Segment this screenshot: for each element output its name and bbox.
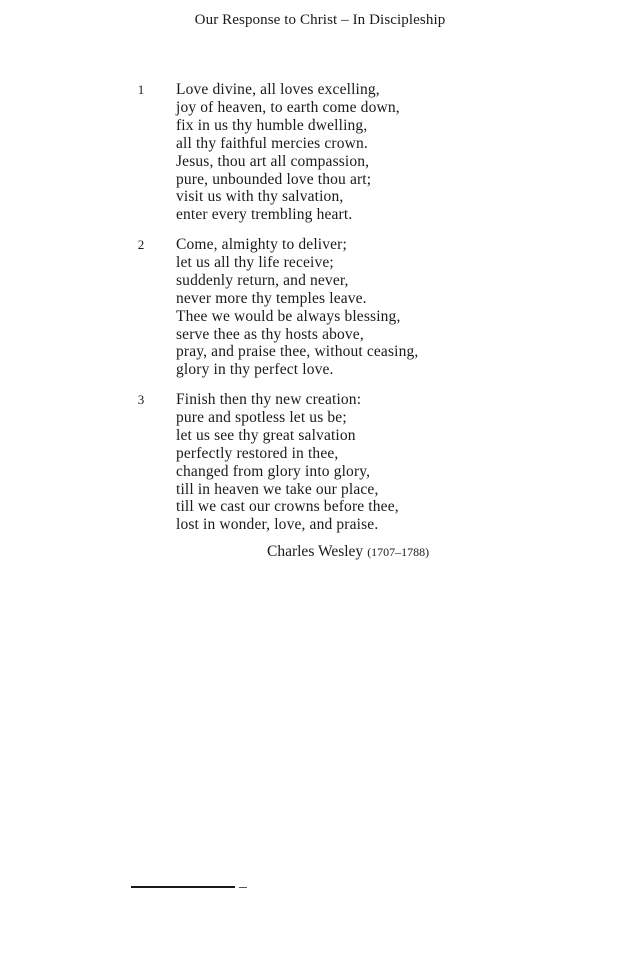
hymn-line: perfectly restored in thee, xyxy=(176,444,339,462)
stanza-lines xyxy=(176,236,418,379)
page-header: Our Response to Christ – In Discipleship xyxy=(194,12,446,28)
stanza-number: 1 xyxy=(137,82,145,97)
hymn-line: never more thy temples leave. xyxy=(176,289,367,307)
hymn-line: Finish then thy new creation: xyxy=(176,391,362,408)
author-dates: (1707–1788) xyxy=(367,545,430,559)
hymn-line: Come, almighty to deliver; xyxy=(176,236,347,253)
hymn-line: Thee we would be always blessing, xyxy=(176,307,401,325)
hymn-line: visit us with thy salvation, xyxy=(176,188,344,206)
rule-tail xyxy=(239,887,247,888)
footnote-rule xyxy=(131,886,251,888)
author-credit xyxy=(267,543,429,561)
hymn-line: serve thee as thy hosts above, xyxy=(176,325,364,343)
hymn-line: let us all thy life receive; xyxy=(176,253,334,271)
stanza-lines xyxy=(176,391,399,534)
hymn-line: pure, unbounded love thou art; xyxy=(176,170,372,188)
hymn-line: enter every trembling heart. xyxy=(176,206,353,224)
author-name: Charles Wesley xyxy=(267,543,364,560)
rule-main xyxy=(131,886,235,888)
hymn-line: till we cast our crowns before thee, xyxy=(176,498,399,516)
hymn-line: pure and spotless let us be; xyxy=(176,408,347,426)
hymn-line: all thy faithful mercies crown. xyxy=(176,134,368,152)
stanza-number: 3 xyxy=(137,392,145,407)
hymn-line: joy of heaven, to earth come down, xyxy=(176,98,400,116)
hymn-line: Jesus, thou art all compassion, xyxy=(176,152,370,170)
hymn-line: Love divine, all loves excelling, xyxy=(176,81,380,98)
hymn-line: suddenly return, and never, xyxy=(176,271,349,289)
stanza-number: 2 xyxy=(137,237,145,252)
hymn-line: fix in us thy humble dwelling, xyxy=(176,116,368,134)
stanza-lines xyxy=(176,81,400,224)
hymn-line: pray, and praise thee, without ceasing, xyxy=(176,343,419,361)
hymn-line: changed from glory into glory, xyxy=(176,462,371,480)
hymn-line: lost in wonder, love, and praise. xyxy=(176,516,379,534)
hymn-line: let us see thy great salvation xyxy=(176,426,356,444)
hymn-line: glory in thy perfect love. xyxy=(176,361,334,379)
hymn-line: till in heaven we take our place, xyxy=(176,480,379,498)
